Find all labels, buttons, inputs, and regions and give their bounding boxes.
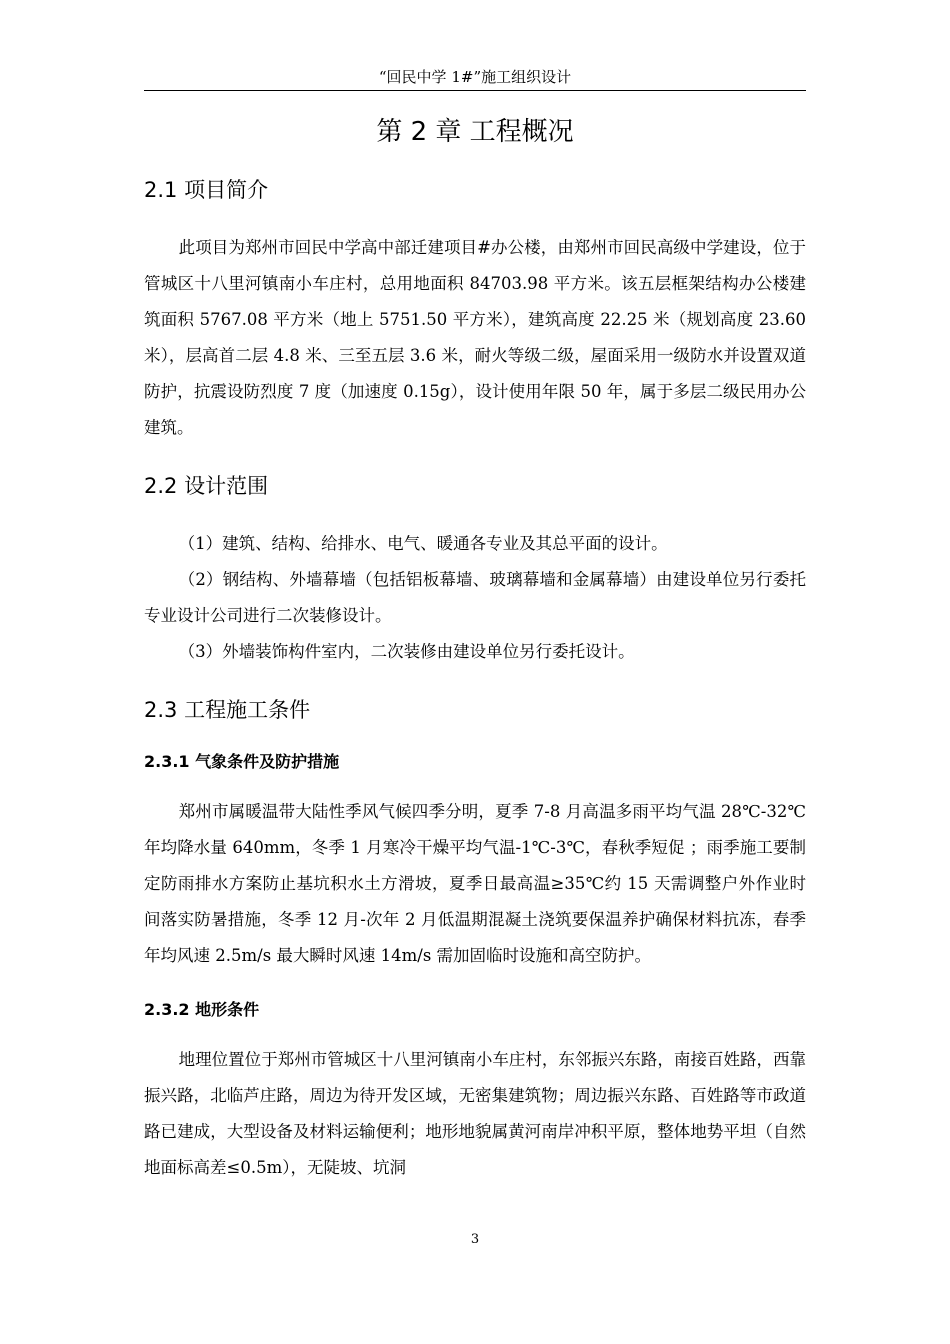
subsection-2-3-1-paragraph: 郑州市属暖温带大陆性季风气候四季分明，夏季 7-8 月高温多雨平均气温 28℃-32℃年均降水量 640mm，冬季 1 月寒冷干燥平均气温-1℃-3℃，春秋季短促 ；雨季施工要制定防雨排水方案防止基坑积水土方滑坡，夏季日最高温≥35℃约 15 天需调整户外作业时间落实防暑措施，冬季 12 月-次年 2 月低温期混凝土浇筑要保温养护确保材料抗冻，春季年均风速 2.5m/s 最大瞬时风速 14m/s 需加固临时设施和高空防护。 [144,802,806,965]
chapter-title: 第 2 章 工程概况 [376,117,574,147]
subsection-2-3-2-paragraph: 地理位置位于郑州市管城区十八里河镇南小车庄村，东邻振兴东路，南接百姓路，西靠振兴路，北临芦庄路，周边为待开发区域，无密集建筑物；周边振兴东路、百姓路等市政道路已建成，大型设备及材料运输便利；地形地貌属黄河南岸冲积平原，整体地势平坦（自然地面标高差≤0.5m），无陡坡、坑洞 [144,1050,806,1177]
header-rule [144,90,806,91]
section-2-1-paragraph: 此项目为郑州市回民中学高中部迁建项目#办公楼，由郑州市回民高级中学建设，位于管城区十八里河镇南小车庄村，总用地面积 84703.98 平方米。该五层框架结构办公楼建筑面积 5767.08 平方米（地上 5751.50 平方米），建筑高度 22.25 米（规划高度 23.60 米），层高首二层 4.8 米、三至五层 3.6 米，耐火等级二级，屋面采用一级防水并设置双道防护，抗震设防烈度 7 度（加速度 0.15g），设计使用年限 50 年，属于多层二级民用办公建筑。 [144,238,806,437]
section-heading-2-2: 2.2 设计范围 [144,474,269,498]
page-content [144,112,806,1186]
design-scope-item-1: （1）建筑、结构、给排水、电气、暖通各专业及其总平面的设计。 [178,534,668,553]
subsection-heading-2-3-1: 2.3.1 气象条件及防护措施 [144,752,340,771]
design-scope-item-3: （3）外墙装饰构件室内，二次装修由建设单位另行委托设计。 [178,642,635,661]
design-scope-item-2: （2）钢结构、外墙幕墙（包括铝板幕墙、玻璃幕墙和金属幕墙）由建设单位另行委托专业设计公司进行二次装修设计。 [144,570,806,625]
page-number: 3 [470,1232,480,1247]
subsection-heading-2-3-2: 2.3.2 地形条件 [144,1000,260,1019]
section-heading-2-3: 2.3 工程施工条件 [144,698,311,722]
section-heading-2-1: 2.1 项目简介 [144,178,269,202]
running-header: “回民中学 1#”施工组织设计 [378,68,572,86]
